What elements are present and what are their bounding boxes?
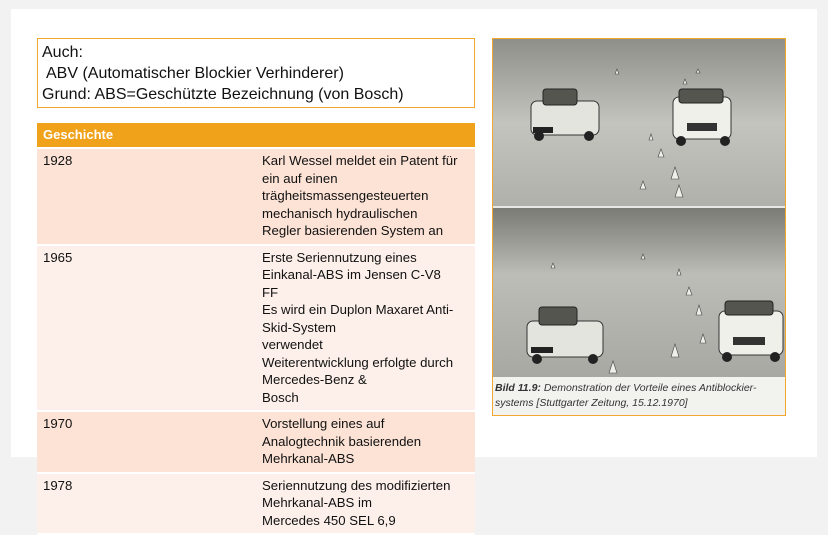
photo-illustration [493,39,786,377]
description-cell [256,148,475,245]
description-line: Seriennutzung des modifizierten Mehrkanal-ABS im [262,477,451,510]
description-line: Erste Seriennutzung eines Einkanal-ABS im Jensen C-V8 [262,249,441,282]
description-line: verwendet [262,337,323,352]
intro-box [37,38,475,108]
intro-line-2: ABV (Automatischer Blockier Verhinderer) [46,65,344,82]
description-line: trägheitsmassengesteuerten mechanisch hydraulischen [262,188,429,221]
table-row [37,473,475,535]
description-line: Regler basierenden System an [262,223,444,238]
intro-line-3: Grund: ABS=Geschützte Bezeichnung (von Bosch) [42,86,404,103]
intro-line-1: Auch: [42,44,83,61]
description-line: Mercedes 450 SEL 6,9 [262,512,396,528]
description-line: Bosch [262,389,299,405]
table-row [37,411,475,473]
history-table [37,123,475,535]
photo-caption [493,377,786,416]
table-header: Geschichte [37,123,475,148]
abs-demo-photo [492,38,786,416]
description-line: FF [262,284,279,300]
year-cell: 1965 [37,245,256,412]
year-cell: 1928 [37,148,256,245]
caption-line-1: Demonstration der Vorteile eines Antiblockier- [543,382,757,394]
caption-label: Bild 11.9: [495,382,541,394]
description-line: Karl Wessel meldet ein Patent für ein auf einen [262,153,458,186]
year-cell: 1970 [37,411,256,473]
description-line: Mehrkanal-ABS [262,451,355,466]
description-cell [256,245,475,412]
description-cell [256,411,475,473]
table-row [37,148,475,245]
description-cell [256,473,475,535]
table-row [37,245,475,412]
car-top-right [673,89,731,146]
description-line: Weiterentwicklung erfolgte durch Mercedes-Benz & [262,354,454,387]
year-cell: 1978 [37,473,256,535]
car-bottom-right [719,301,783,362]
description-line: Vorstellung eines auf Analogtechnik basierenden [262,416,422,449]
caption-line-2: systems [Stuttgarter Zeitung, 15.12.1970] [495,397,688,409]
description-line: Es wird ein Duplon Maxaret Anti-Skid-System [262,302,454,335]
